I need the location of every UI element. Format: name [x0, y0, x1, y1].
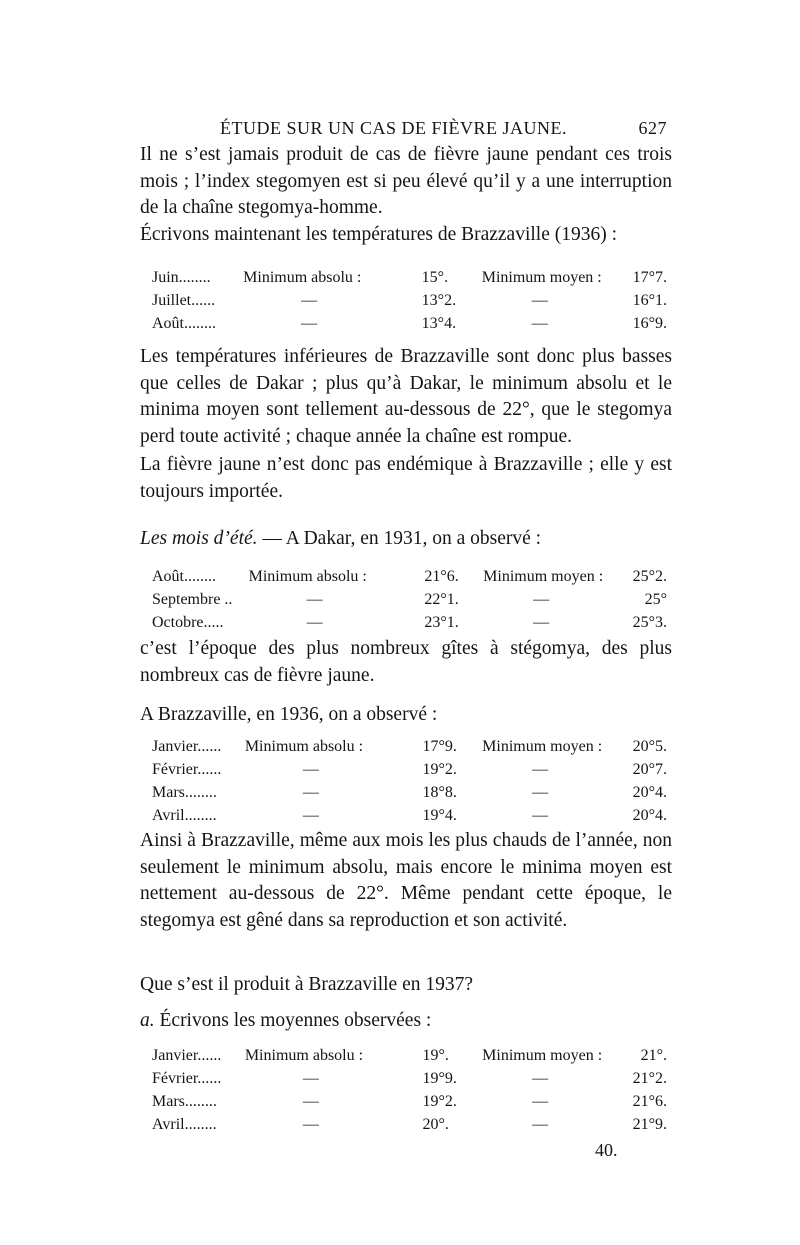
label-cell: Minimum absolu : — [244, 1047, 364, 1064]
label-cell: Minimum absolu : — [244, 738, 364, 755]
value-cell: 13°2. — [421, 292, 457, 309]
month-cell: Août........ — [152, 315, 216, 332]
table-row — [152, 611, 667, 634]
value-cell: 17°7. — [632, 269, 667, 286]
month-cell: Juin........ — [152, 269, 211, 286]
paragraph-2: Écrivons maintenant les températures de Brazzaville (1936) : — [140, 224, 618, 245]
value-cell: 25° — [644, 591, 667, 608]
month-cell: Septembre .. — [152, 591, 233, 608]
label-cell: — — [302, 761, 319, 778]
table-row — [152, 312, 667, 335]
value-cell: 21°6. — [424, 568, 459, 585]
label-cell: — — [532, 1093, 549, 1110]
value-cell: 22°1. — [424, 591, 459, 608]
paragraph-4: La fièvre jaune n’est donc pas endémique à Brazzaville ; elle y est toujours importée. — [140, 454, 672, 502]
table-row — [152, 1067, 667, 1090]
table-brazzaville-1936-hot — [152, 735, 667, 827]
label-cell: — — [532, 1116, 549, 1133]
value-cell: 16°9. — [632, 315, 667, 332]
label-cell: — — [302, 1116, 319, 1133]
label-cell: Minimum moyen : — [481, 269, 602, 286]
table-row — [152, 1090, 667, 1113]
label-cell: — — [301, 315, 318, 332]
paragraph-10 — [140, 1008, 672, 1035]
table-brazzaville-1937 — [152, 1044, 667, 1136]
value-cell: 15°. — [421, 269, 449, 286]
value-cell: 21°9. — [632, 1116, 667, 1133]
value-cell: 20°4. — [632, 784, 667, 801]
month-cell: Août........ — [152, 568, 216, 585]
section-heading: Les mois d’été. — [140, 528, 258, 549]
value-cell: 19°2. — [422, 761, 457, 778]
paragraph-9: Que s’est il produit à Brazzaville en 1937? — [140, 974, 474, 995]
value-cell: 19°9. — [422, 1070, 457, 1087]
paragraph-8: Ainsi à Brazzaville, même aux mois les plus chauds de l’année, non seulement le minimum absolu, mais encore le minima moyen est nettement au-dessous de 22°. Même pendant cette époque, le stegomya est gêné dans sa reproduction et son activité. — [140, 830, 672, 931]
table-dakar-1931 — [152, 565, 667, 634]
value-cell: 13°4. — [421, 315, 457, 332]
label-cell: — — [532, 1070, 549, 1087]
paragraph-7: A Brazzaville, en 1936, on a observé : — [140, 704, 438, 725]
paragraph-5 — [140, 526, 672, 553]
paragraph-1: Il ne s’est jamais produit de cas de fièvre jaune pendant ces trois mois ; l’index stegomyen est si peu élevé qu’il y a une interruption de la chaîne stegomya-homme. — [140, 144, 672, 218]
value-cell: 19°. — [422, 1047, 449, 1064]
label-cell: Minimum moyen : — [482, 738, 603, 755]
month-cell: Mars........ — [152, 784, 217, 801]
label-cell: — — [306, 614, 323, 631]
month-cell: Janvier...... — [152, 738, 222, 755]
page-number: 627 — [638, 118, 667, 138]
value-cell: 20°7. — [632, 761, 667, 778]
value-cell: 21°6. — [632, 1093, 667, 1110]
value-cell: 21°. — [640, 1047, 667, 1064]
value-cell: 25°3. — [632, 614, 667, 631]
label-cell: — — [532, 761, 549, 778]
month-cell: Février...... — [152, 761, 222, 778]
paragraph-3: Les températures inférieures de Brazzaville sont donc plus basses que celles de Dakar ; plus qu’à Dakar, le minimum absolu et le minima moyen sont tellement au-dessous de 22°, que le stegomya perd toute activité ; chaque année la chaîne est rompue. — [140, 346, 672, 447]
paragraph-10-text: Écrivons les moyennes observées : — [154, 1010, 432, 1031]
month-cell: Avril........ — [152, 1116, 217, 1133]
paragraph-5-text: — A Dakar, en 1931, on a observé : — [257, 528, 542, 549]
label-cell: — — [533, 591, 550, 608]
table-row — [152, 588, 667, 611]
list-marker: a. — [140, 1010, 155, 1031]
month-cell: Janvier...... — [152, 1047, 222, 1064]
label-cell: — — [531, 292, 548, 309]
label-cell: — — [301, 292, 318, 309]
month-cell: Juillet...... — [152, 292, 216, 309]
table-row — [152, 804, 667, 827]
value-cell: 19°4. — [422, 807, 457, 824]
value-cell: 20°4. — [632, 807, 667, 824]
table-row — [152, 735, 667, 758]
running-title: ÉTUDE SUR UN CAS DE FIÈVRE JAUNE. — [220, 118, 568, 138]
label-cell: — — [533, 614, 550, 631]
month-cell: Octobre..... — [152, 614, 224, 631]
value-cell: 17°9. — [422, 738, 457, 755]
label-cell: Minimum absolu : — [243, 269, 362, 286]
label-cell: — — [532, 807, 549, 824]
value-cell: 19°2. — [422, 1093, 457, 1110]
value-cell: 20°. — [422, 1116, 449, 1133]
table-row — [152, 266, 667, 289]
label-cell: — — [302, 1093, 319, 1110]
table-row — [152, 781, 667, 804]
table-brazzaville-1936-cold — [152, 266, 667, 335]
month-cell: Avril........ — [152, 807, 217, 824]
table-row — [152, 1044, 667, 1067]
table-row — [152, 1113, 667, 1136]
signature-mark: 40. — [595, 1140, 618, 1160]
table-row — [152, 289, 667, 312]
label-cell: — — [306, 591, 323, 608]
label-cell: Minimum moyen : — [483, 568, 604, 585]
label-cell: — — [302, 807, 319, 824]
value-cell: 21°2. — [632, 1070, 667, 1087]
paragraph-6: c’est l’époque des plus nombreux gîtes à stégomya, des plus nombreux cas de fièvre jaune. — [140, 638, 672, 686]
label-cell: Minimum absolu : — [248, 568, 367, 585]
month-cell: Février...... — [152, 1070, 222, 1087]
table-row — [152, 758, 667, 781]
label-cell: — — [302, 784, 319, 801]
label-cell: — — [532, 784, 549, 801]
value-cell: 16°1. — [632, 292, 667, 309]
label-cell: Minimum moyen : — [482, 1047, 603, 1064]
value-cell: 18°8. — [422, 784, 457, 801]
value-cell: 20°5. — [632, 738, 667, 755]
value-cell: 25°2. — [632, 568, 667, 585]
table-row — [152, 565, 667, 588]
label-cell: — — [531, 315, 548, 332]
label-cell: — — [302, 1070, 319, 1087]
value-cell: 23°1. — [424, 614, 459, 631]
month-cell: Mars........ — [152, 1093, 217, 1110]
